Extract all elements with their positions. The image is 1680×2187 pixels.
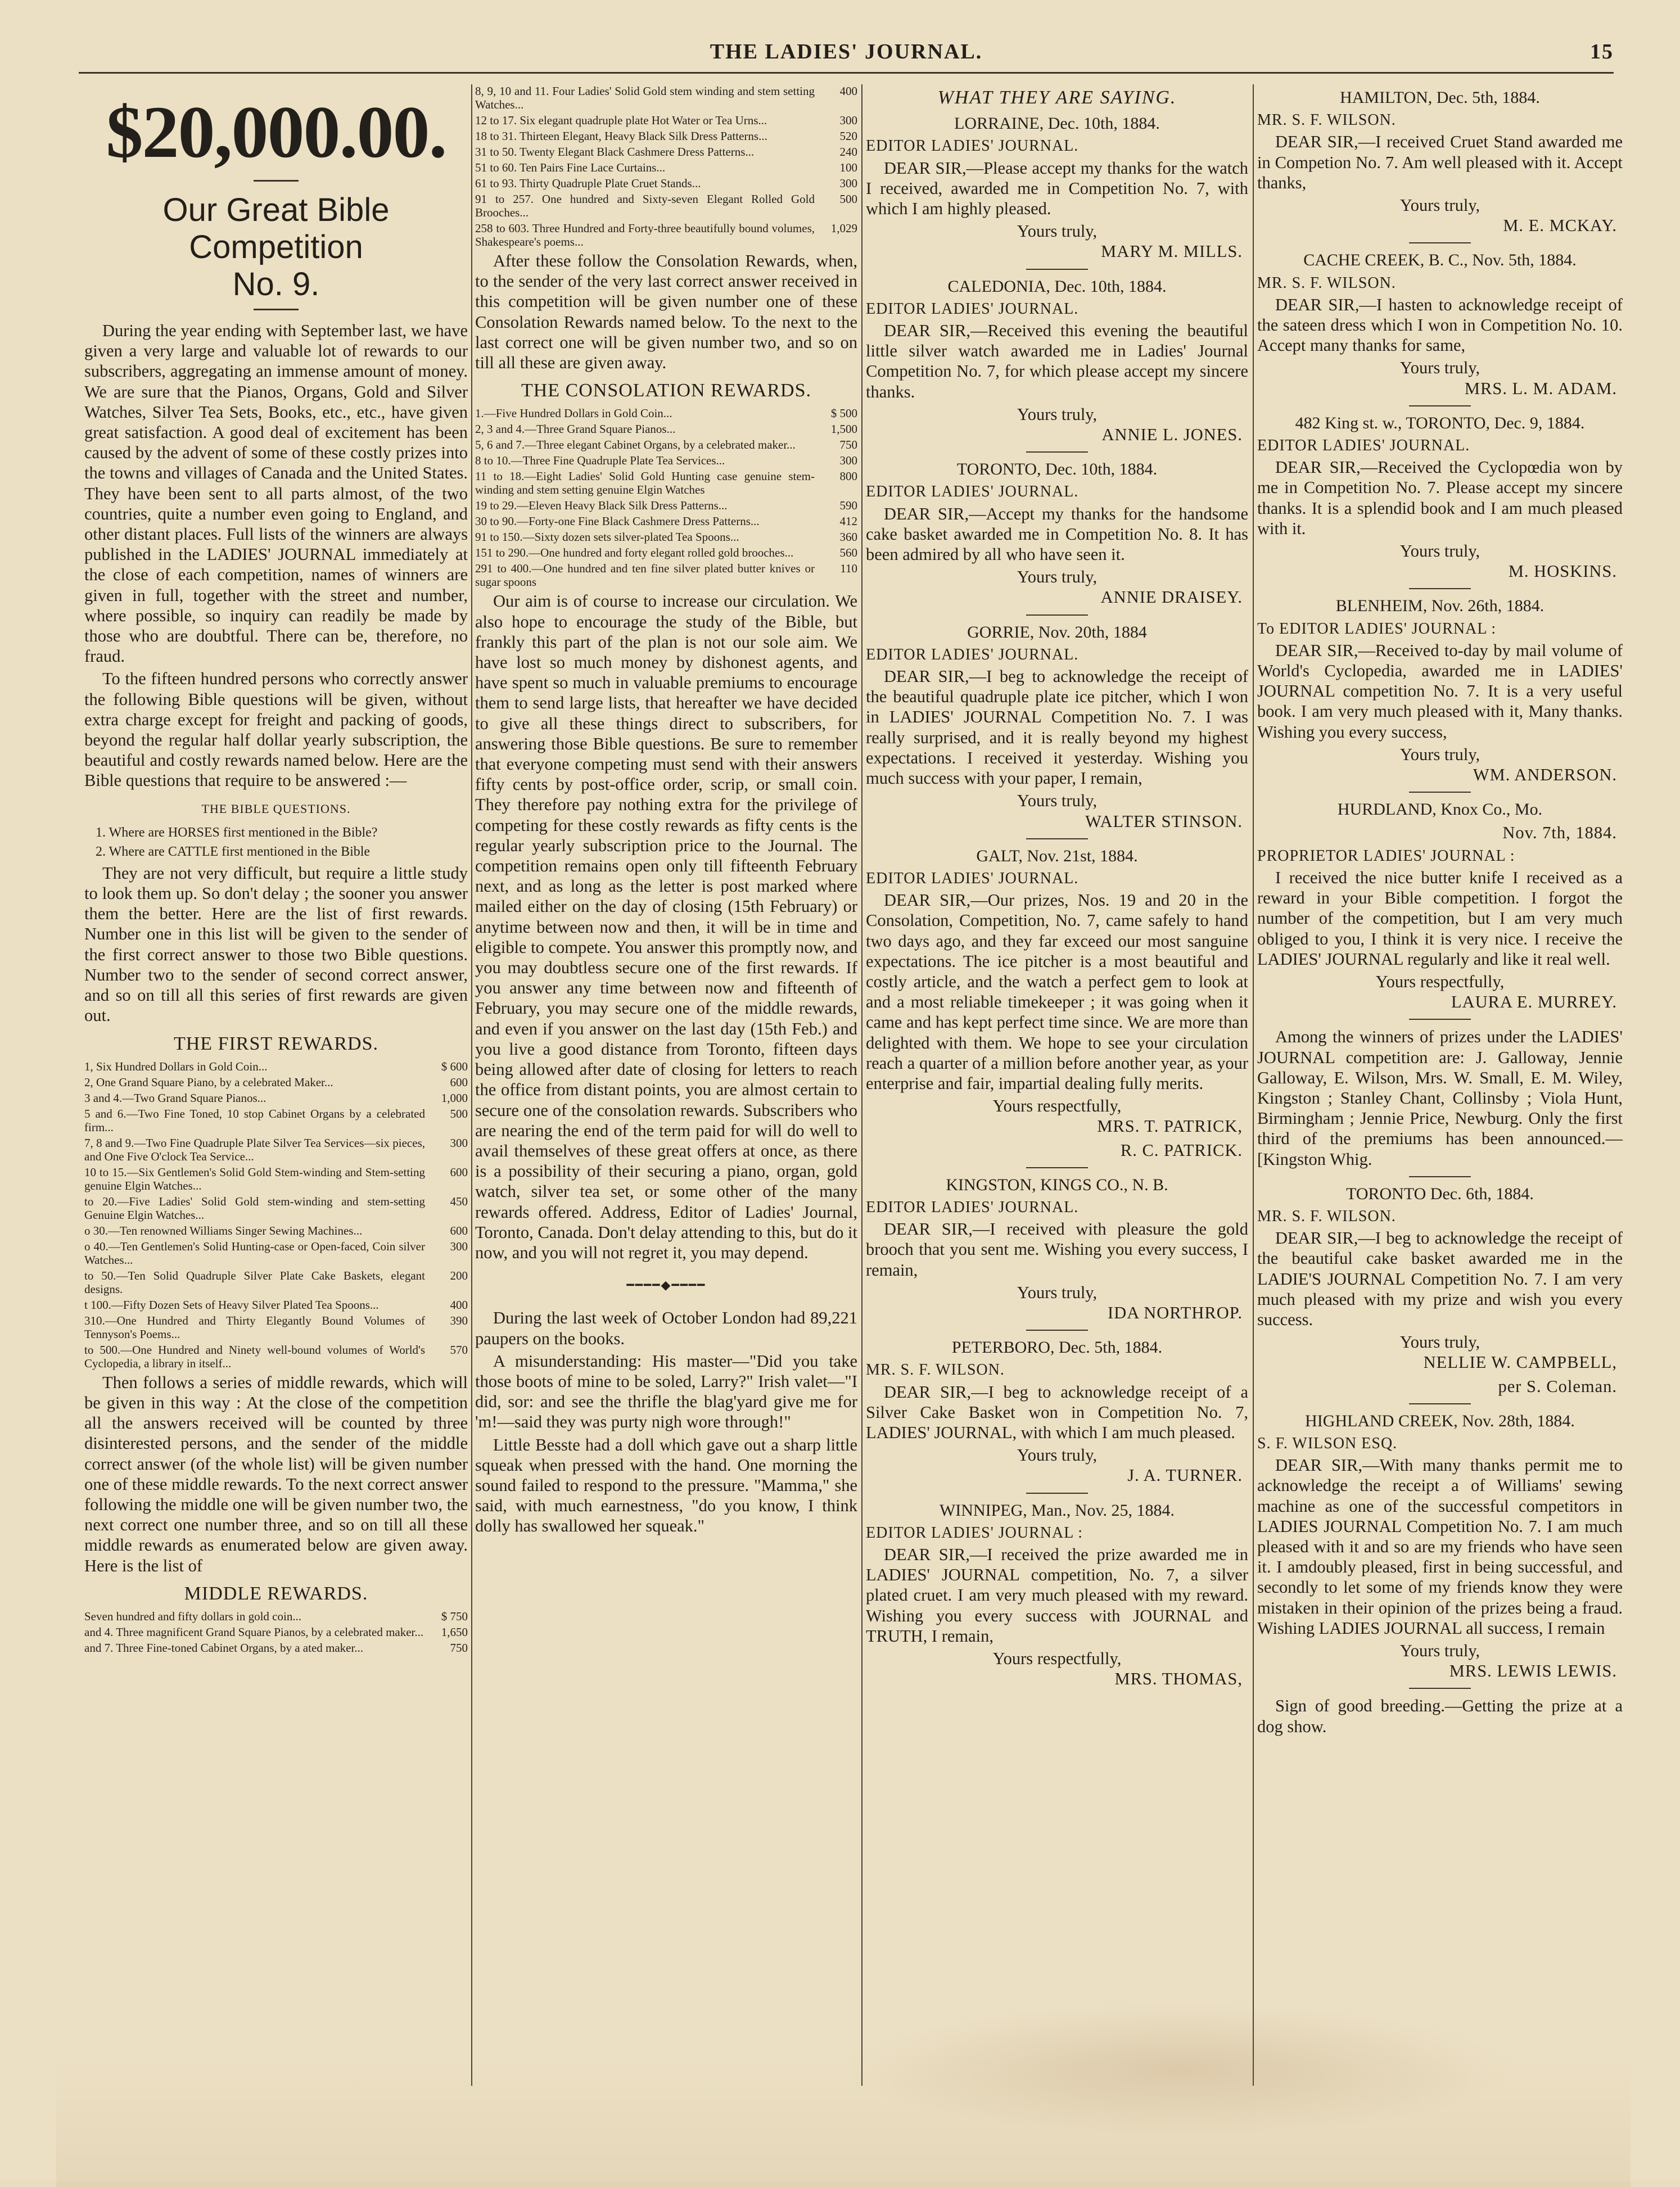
paragraph: Then follows a series of middle rewards, which will be given in this way : At the close of the competition all the answers received will be counted by three disinterested persons, and the sender of the middle correct answer (of the whole list) will be given number one of these middle rewards. To the next correct answer following the middle one will be given number two, the next correct one number three, and so on till all these middle rewards as enumerated below are given away. Here is the list of: [84, 1372, 468, 1575]
letter-dateline: TORONTO, Dec. 10th, 1884.: [956, 460, 1158, 479]
reward-value: $ 500: [830, 406, 857, 421]
reward-text: o 40.—Ten Gentlemen's Solid Hunting-case or Open-faced, Coin silver Watches...: [84, 1239, 425, 1267]
reward-item: [475, 438, 857, 451]
letter-body: DEAR SIR,—With many thanks permit me to acknowledge the receipt a of Williams' sewing machine as one of the successful competitors in LADIES JOURNAL Competition No. 7. I am much pleased with it and so are my friends who have seen it. I amdoubly pleased, first in being successful, and secondly to let some of my friends know they were mistaken in their opinion of the prizes being a fraud. Wishing LADIES JOURNAL all success, I remain: [1257, 1456, 1623, 1638]
page-header: [79, 35, 1614, 69]
reward-item: [475, 145, 857, 159]
reward-item: [84, 1136, 468, 1163]
reward-item: [475, 114, 857, 127]
letter: [1257, 250, 1623, 398]
letter-dateline: HAMILTON, Dec. 5th, 1884.: [1340, 88, 1540, 107]
reward-text: and 4. Three magnificent Grand Square Pianos, by a celebrated maker...: [84, 1625, 424, 1639]
reward-value: 600: [450, 1223, 468, 1237]
reward-item: [475, 406, 857, 420]
prize-amount-headline: $20,000.00.: [106, 91, 446, 173]
reward-item: [84, 1107, 468, 1134]
letter-body: DEAR SIR,—Received this evening the beautiful little silver watch awarded me in Ladies' Journal Competition No. 7, for which please accept my sincere thanks.: [866, 321, 1248, 401]
divider: [1409, 242, 1471, 243]
divider: [254, 309, 299, 310]
reward-value: 400: [450, 1298, 468, 1312]
letter-closing: Yours truly,: [1399, 196, 1480, 215]
letter-salutation: S. F. WILSON ESQ.: [1257, 1434, 1398, 1452]
column-divider: [1253, 84, 1254, 2086]
reward-item: [475, 562, 857, 589]
reward-text: 258 to 603. Three Hundred and Forty-three beautifully bound volumes, Shakespeare's poems...: [475, 222, 815, 248]
column-2: [475, 84, 857, 2153]
letter: [866, 622, 1248, 832]
footer-joke: Sign of good breeding.—Getting the prize at a dog show.: [1257, 1696, 1623, 1736]
reward-item: [84, 1314, 468, 1341]
reward-text: to 500.—One Hundred and Ninety well-bound volumes of World's Cyclopedia, a library in itself...: [84, 1343, 425, 1370]
reward-value: 300: [839, 454, 857, 468]
letter-body: DEAR SIR,—Received to-day by mail volume of World's Cyclopedia, awarded me in LADIES' JOURNAL competition No. 7. It is a very useful book. I am very much pleased with it, Many thanks. Wishing you every success,: [1257, 640, 1623, 742]
reward-text: to 50.—Ten Solid Quadruple Silver Plate Cake Baskets, elegant designs.: [84, 1268, 425, 1296]
reward-value: 600: [450, 1165, 468, 1179]
reward-item: [475, 422, 857, 436]
reward-item: [475, 192, 857, 219]
divider: [254, 180, 299, 182]
page-number: 15: [1590, 40, 1614, 64]
reward-value: 750: [450, 1641, 468, 1655]
winners-paragraph: Among the winners of prizes under the LADIES' JOURNAL competition are: J. Galloway, Jennie Galloway, E. Wilson, Mrs. W. Small, E. M. Wiley, Kingston ; Stanley Chant, Collinsby ; Viola Hunt, Birmingham ; Jennie Price, Newburg. Only the first third of the premiums has been announced.—[Kingston Whig.: [1257, 1027, 1623, 1169]
letter-dateline: LORRAINE, Dec. 10th, 1884.: [954, 114, 1160, 133]
reward-item: [475, 514, 857, 528]
letter-closing: Yours respectfully,: [1375, 972, 1505, 991]
reward-text: Seven hundred and fifty dollars in gold coin...: [84, 1609, 302, 1623]
first-rewards-list: [84, 1060, 468, 1370]
column-divider: [471, 84, 472, 2086]
reward-text: 1.—Five Hundred Dollars in Gold Coin...: [475, 406, 672, 421]
reward-text: t 100.—Fifty Dozen Sets of Heavy Silver Plated Tea Spoons...: [84, 1298, 379, 1312]
reward-value: 412: [839, 514, 857, 528]
questions-heading: THE BIBLE QUESTIONS.: [201, 801, 351, 816]
divider: [1409, 1176, 1471, 1177]
reward-item: [475, 469, 857, 496]
letter-body: DEAR SIR,—I beg to acknowledge the receipt of the beautiful quadruple plate ice pitcher, which I won in LADIES' JOURNAL Competition No. 7. I was really surprised, and it is really beyond my highest expectations. I received it yesterday. Wishing you much success with your paper, I remain,: [866, 667, 1248, 788]
column-4: [1257, 84, 1623, 2153]
letter: [1257, 799, 1623, 1012]
reward-text: 8 to 10.—Three Fine Quadruple Plate Tea Services...: [475, 454, 725, 468]
reward-value: 200: [450, 1268, 468, 1282]
reward-value: 520: [839, 129, 857, 143]
letter-salutation: PROPRIETOR LADIES' JOURNAL :: [1257, 847, 1515, 865]
reward-item: [84, 1641, 468, 1655]
letter-salutation: EDITOR LADIES' JOURNAL.: [866, 483, 1079, 501]
divider: [1409, 1403, 1471, 1404]
letter: [866, 1337, 1248, 1485]
reward-value: 450: [450, 1194, 468, 1208]
paragraph: A misunderstanding: His master—"Did you take those boots of mine to be soled, Larry?" Irish valet—"I did, sor: and see the thrifle the blag'yard give me for 'm!—said they was purty nigh wore through!": [475, 1351, 857, 1432]
paragraph: After these follow the Consolation Rewards, when, to the sender of the very last correct answer received in this competition will be given number one of these Consolation Rewards named below. To the next to the last correct one will be given number two, and so on till all these are given away.: [475, 251, 857, 373]
reward-value: 590: [839, 499, 857, 513]
letter-body: DEAR SIR,—Accept my thanks for the handsome cake basket awarded me in Competition No. 8. It has been admired by all who have seen it.: [866, 504, 1248, 564]
letter-dateline: TORONTO Dec. 6th, 1884.: [1346, 1184, 1534, 1203]
letter-salutation: EDITOR LADIES' JOURNAL.: [866, 645, 1079, 663]
reward-value: 600: [450, 1075, 468, 1089]
reward-value: 300: [450, 1239, 468, 1253]
letter-closing: Yours truly,: [1017, 567, 1098, 587]
letter-dateline: HURDLAND, Knox Co., Mo.: [1337, 800, 1543, 819]
testimonial-letters: [866, 114, 1248, 1689]
reward-text: 11 to 18.—Eight Ladies' Solid Gold Hunting case genuine stem-winding and stem setting genuine Elgin Watches: [475, 469, 815, 497]
letter-closing: Yours truly,: [1399, 1641, 1480, 1661]
letter-signature: IDA NORTHROP.: [1108, 1303, 1243, 1322]
letter-signature: MARY M. MILLS.: [1101, 242, 1243, 261]
letter-salutation: EDITOR LADIES' JOURNAL.: [866, 137, 1079, 155]
reward-value: 500: [839, 192, 857, 206]
reward-item: [475, 499, 857, 512]
letter-closing: Yours truly,: [1399, 1332, 1480, 1352]
letter-body: DEAR SIR,—I received Cruet Stand awarded me in Competion No. 7. Am well pleased with it. Accept thanks,: [1257, 132, 1623, 192]
reward-item: [84, 1224, 468, 1237]
divider: [1409, 792, 1471, 793]
reward-text: and 7. Three Fine-toned Cabinet Organs, by a ated maker...: [84, 1641, 364, 1655]
divider: [1409, 1688, 1471, 1689]
consolation-heading: THE CONSOLATION REWARDS.: [521, 380, 812, 401]
letter-dateline: GALT, Nov. 21st, 1884.: [976, 846, 1138, 865]
reward-value: 750: [839, 438, 857, 452]
letter-dateline: CACHE CREEK, B. C., Nov. 5th, 1884.: [1303, 251, 1577, 270]
journal-title: THE LADIES' JOURNAL.: [710, 40, 983, 64]
reward-value: 300: [839, 114, 857, 127]
column-3: [866, 84, 1248, 2153]
reward-value: 100: [839, 161, 857, 174]
divider: [1026, 1167, 1088, 1168]
letter-salutation: MR. S. F. WILSON.: [1257, 111, 1396, 129]
bible-question: 1. Where are HORSES first mentioned in the Bible?: [96, 825, 378, 840]
ornament-divider: ━━━━◆━━━━: [626, 1278, 706, 1293]
divider: [1409, 588, 1471, 589]
reward-value: 800: [839, 469, 857, 484]
reward-text: 19 to 29.—Eleven Heavy Black Silk Dress Patterns...: [475, 499, 728, 513]
reward-value: 1,650: [441, 1625, 468, 1639]
column-1: [84, 84, 468, 2153]
reward-text: 10 to 15.—Six Gentlemen's Solid Gold Stem-winding and Stem-setting genuine Elgin Watches...: [84, 1165, 425, 1192]
paragraph: They are not very difficult, but require a little study to look them up. So don't delay ; the sooner you answer them the better. Here are the list of first rewards. Number one in this list will be given to the sender of the first correct answer to those two Bible questions. Number two to the sender of second correct answer, and so on till all this series of first rewards are given out.: [84, 863, 468, 1025]
middle-rewards-continued: [475, 84, 857, 248]
letter-signature: MRS. THOMAS,: [1114, 1669, 1243, 1689]
reward-text: 31 to 50. Twenty Elegant Black Cashmere Dress Patterns...: [475, 145, 755, 159]
letter-closing: Yours truly,: [1017, 1445, 1098, 1465]
letter: [866, 846, 1248, 1160]
bible-question: 2. Where are CATTLE first mentioned in the Bible: [96, 844, 371, 859]
divider: [1026, 1330, 1088, 1331]
letter-closing: Yours truly,: [1399, 358, 1480, 378]
letter-signature: R. C. PATRICK.: [1120, 1140, 1243, 1160]
reward-item: [475, 177, 857, 190]
letter-closing: Yours truly,: [1017, 222, 1098, 241]
reward-item: [84, 1610, 468, 1623]
divider: [1026, 269, 1088, 270]
reward-text: 291 to 400.—One hundred and ten fine silver plated butter knives or sugar spoons: [475, 562, 815, 589]
letter: [1257, 88, 1623, 236]
reward-text: 61 to 93. Thirty Quadruple Plate Cruet Stands...: [475, 177, 701, 190]
reward-value: 240: [839, 145, 857, 159]
reward-text: 151 to 290.—One hundred and forty elegant rolled gold brooches...: [475, 546, 794, 560]
letter-dateline: HIGHLAND CREEK, Nov. 28th, 1884.: [1305, 1411, 1575, 1430]
letter-salutation: EDITOR LADIES' JOURNAL :: [866, 1524, 1083, 1542]
reward-value: 500: [450, 1106, 468, 1120]
reward-text: 5, 6 and 7.—Three elegant Cabinet Organs, by a celebrated maker...: [475, 438, 796, 452]
letter-body: DEAR SIR,—Please accept my thanks for the watch I received, awarded me in Competition No. 7, with which I am highly pleased.: [866, 158, 1248, 219]
letter-salutation: MR. S. F. WILSON.: [1257, 1207, 1396, 1225]
letter-signature: ANNIE DRAISEY.: [1100, 588, 1243, 607]
letter-signature: M. HOSKINS.: [1508, 562, 1617, 581]
letter-body: DEAR SIR,—I hasten to acknowledge receipt of the sateen dress which I won in Competition No. 10. Accept many thanks for same,: [1257, 295, 1623, 355]
letter-signature: J. A. TURNER.: [1127, 1466, 1243, 1485]
reward-item: [475, 454, 857, 467]
paragraph: Little Besste had a doll which gave out a sharp little squeak when pressed with the hand. One morning the sound failed to respond to the pressure. "Mamma," she said, with much earnestness, "do you know, I think dolly has swallowed her squeak.": [475, 1435, 857, 1536]
reward-item: [475, 161, 857, 174]
reward-item: [475, 222, 857, 248]
letter: [866, 459, 1248, 607]
reward-value: 110: [840, 562, 857, 576]
letter: [866, 114, 1248, 261]
letter-signature: M. E. MCKAY.: [1503, 216, 1617, 236]
reward-text: 91 to 257. One hundred and Sixty-seven Elegant Rolled Gold Brooches...: [475, 192, 815, 219]
divider: [1409, 1019, 1471, 1020]
paragraph: During the last week of October London had 89,221 paupers on the books.: [475, 1308, 857, 1348]
letter-signature: MRS. T. PATRICK,: [1097, 1117, 1243, 1136]
letter-dateline: 482 King st. w., TORONTO, Dec. 9, 1884.: [1295, 413, 1585, 432]
letter: [1257, 1184, 1623, 1397]
middle-rewards-list: [84, 1610, 468, 1655]
reward-item: [84, 1165, 468, 1192]
reward-value: 560: [839, 546, 857, 560]
reward-item: [84, 1343, 468, 1370]
competition-number: No. 9.: [232, 266, 320, 302]
reward-item: [84, 1269, 468, 1296]
reward-text: 1, Six Hundred Dollars in Gold Coin...: [84, 1059, 268, 1073]
letter-body: DEAR SIR,—I beg to acknowledge the receipt of the beautiful cake basket awarded me in the LADIE'S JOURNAL Competition No. 7. I am very much pleased with my prize and wish you every success.: [1257, 1228, 1623, 1329]
paragraph: During the year ending with September last, we have given a very large and valuable lot of rewards to our subscribers, aggregating an immense amount of money. We are sure that the Pianos, Organs, Gold and Silver Watches, Silver Tea Sets, Books, etc., etc., have given great satisfaction. A good deal of excitement has been caused by the advent of some of these costly prizes into the towns and villages of Canada and the United States. They have been sent to all parts almost, of the two countries, quite a number even going to England, and other distant places. Full lists of the winners are always published in the LADIES' JOURNAL immediately at the close of each competition, names of winners are given in full, together with the street and number, where possible, so inquiry can readily be made by those who are doubtful. There can be, therefore, no fraud.: [84, 321, 468, 666]
reward-value: $ 750: [441, 1609, 468, 1623]
reward-value: 300: [839, 177, 857, 190]
letter-body: DEAR SIR,—I beg to acknowledge receipt of a Silver Cake Basket won in Competition No. 7, LADIES' JOURNAL, with which I am much pleased.: [866, 1382, 1248, 1442]
testimonial-letters: [1257, 1184, 1623, 1682]
letter-signature: NELLIE W. CAMPBELL,: [1423, 1353, 1617, 1372]
letter-signature: ANNIE L. JONES.: [1101, 425, 1243, 445]
letter-salutation: EDITOR LADIES' JOURNAL.: [866, 869, 1079, 887]
letter-body: DEAR SIR,—I received with pleasure the gold brooch that you sent me. Wishing you every success, I remain,: [866, 1219, 1248, 1280]
letter-body: I received the nice butter knife I received as a reward in your Bible competition. I forgot the number of the competition, but I am very much obliged to you, I think it is very nice. I receive the LADIES' JOURNAL regularly and like it real well.: [1257, 867, 1623, 969]
letter-closing: Yours truly,: [1017, 1282, 1098, 1302]
letter: [1257, 413, 1623, 582]
reward-item: [84, 1076, 468, 1089]
reward-item: [475, 84, 857, 111]
letter-closing: Yours truly,: [1399, 744, 1480, 764]
reward-value: 1,000: [441, 1091, 468, 1105]
reward-text: to 20.—Five Ladies' Solid Gold stem-winding and stem-setting Genuine Elgin Watches...: [84, 1194, 425, 1222]
reward-text: 2, 3 and 4.—Three Grand Square Pianos...: [475, 422, 676, 436]
testimonials-heading: WHAT THEY ARE SAYING.: [937, 87, 1177, 108]
reward-item: [84, 1060, 468, 1073]
letter-dateline: BLENHEIM, Nov. 26th, 1884.: [1335, 597, 1544, 616]
letter-signature: LAURA E. MURREY.: [1451, 992, 1617, 1012]
reward-text: 8, 9, 10 and 11. Four Ladies' Solid Gold stem winding and stem setting Watches...: [475, 84, 815, 111]
letter-signature: MRS. L. M. ADAM.: [1464, 378, 1617, 398]
letter-closing: Yours truly,: [1017, 791, 1098, 811]
letter-closing: Yours truly,: [1017, 404, 1098, 424]
reward-value: 1,500: [830, 422, 857, 436]
reward-item: [84, 1298, 468, 1312]
letter-body: DEAR SIR,—Received the Cyclopœdia won by me in Competition No. 7. Please accept my sincere thanks. It is a splendid book and I am much pleased with it.: [1257, 458, 1623, 538]
letter-closing: Yours respectfully,: [992, 1649, 1122, 1669]
reward-item: [475, 129, 857, 143]
letter-closing: Yours truly,: [1399, 541, 1480, 561]
divider: [1409, 405, 1471, 406]
letter: [1257, 596, 1623, 785]
divider: [1026, 1493, 1088, 1494]
paragraph: To the fifteen hundred persons who correctly answer the following Bible questions will be given, without extra charge except for freight and packing of goods, beyond the regular half dollar yearly subscription, the beautiful and costly rewards named below. Here are the Bible questions that require to be answered :—: [84, 669, 468, 790]
letter-salutation: MR. S. F. WILSON.: [866, 1361, 1005, 1379]
letter-dateline: CALEDONIA, Dec. 10th, 1884.: [947, 277, 1167, 296]
divider: [1026, 451, 1088, 453]
letter-signature: per S. Coleman.: [1498, 1376, 1617, 1396]
reward-text: o 30.—Ten renowned Williams Singer Sewing Machines...: [84, 1223, 363, 1237]
letter-signature: WM. ANDERSON.: [1473, 765, 1617, 785]
reward-text: 5 and 6.—Two Fine Toned, 10 stop Cabinet Organs by a celebrated firm...: [84, 1106, 425, 1134]
letter-dateline: PETERBORO, Dec. 5th, 1884.: [951, 1338, 1163, 1357]
letter: [1257, 1411, 1623, 1682]
letter-signature: MRS. LEWIS LEWIS.: [1449, 1661, 1617, 1681]
reward-text: 18 to 31. Thirteen Elegant, Heavy Black Silk Dress Patterns...: [475, 129, 767, 143]
letter-dateline: WINNIPEG, Man., Nov. 25, 1884.: [939, 1501, 1175, 1520]
first-rewards-heading: THE FIRST REWARDS.: [173, 1033, 379, 1054]
reward-item: [84, 1195, 468, 1222]
reward-item: [475, 530, 857, 544]
reward-text: 12 to 17. Six elegant quadruple plate Hot Water or Tea Urns...: [475, 114, 767, 127]
letter-salutation: EDITOR LADIES' JOURNAL.: [866, 1198, 1079, 1216]
reward-value: 400: [839, 84, 857, 98]
reward-text: 2, One Grand Square Piano, by a celebrated Maker...: [84, 1075, 333, 1089]
reward-value: 360: [839, 530, 857, 544]
reward-value: 1,029: [830, 222, 857, 235]
reward-value: 300: [450, 1136, 468, 1150]
reward-item: [84, 1625, 468, 1639]
paragraph: Our aim is of course to increase our circulation. We also hope to encourage the study of the Bible, but frankly this part of the plan is not our sole aim. We have lost so much money by dishonest agents, and have spent so much in valuable premiums to encourage them to send large lists, that hereafter we have decided to give all these things direct to subscribers, for answering those Bible questions. Be sure to remember that everyone competing must send with their answers fifty cents by post-office order, scrip, or small coin. They therefore pay nothing extra for the privilege of competing for these costly rewards as fifty cents is the regular yearly subscription price to the Journal. The competition remains open only till fifteenth February next, and as long as the letter is post marked where mailed either on the day of closing (15th February) or anytime between now and then, it will be in time and eligible to compete. You answer this promptly now, and you may doubtless secure one of the first rewards. If you answer any time between now and fifteenth of February, you may secure one of the middle rewards, and even if you answer on the last day (15th Feb.) and you live a good distance from Toronto, fifteen days being allowed after date of closing for letters to reach the office from distant points, you are almost certain to secure one of the consolation rewards. Subscribers who are nearing the end of the term paid for will do well to avail themselves of these great offers at once, as there is a possibility of their securing a piano, organ, gold watch, silver tea set, or some other of the many rewards offered. Address, Editor of Ladies' Journal, Toronto, Canada. Don't delay attending to this, but do it now, and you will not regret it, you may depend.: [475, 591, 857, 1262]
middle-rewards-heading: MIDDLE REWARDS.: [184, 1583, 368, 1604]
letter-salutation: MR. S. F. WILSON.: [1257, 274, 1396, 292]
reward-text: 7, 8 and 9.—Two Fine Quadruple Plate Silver Tea Services—six pieces, and One Five O'clock Tea Service...: [84, 1136, 425, 1163]
testimonial-letters: [1257, 88, 1623, 1012]
header-rule: [79, 72, 1614, 74]
letter-closing: Yours respectfully,: [992, 1096, 1122, 1116]
divider: [1026, 838, 1088, 839]
reward-value: $ 600: [441, 1059, 468, 1073]
divider: [1026, 614, 1088, 616]
letter-dateline: KINGSTON, KINGS CO., N. B.: [946, 1175, 1168, 1194]
reward-text: 310.—One Hundred and Thirty Elegantly Bound Volumes of Tennyson's Poems...: [84, 1313, 425, 1341]
letter: [866, 277, 1248, 445]
competition-title: Our Great Bible Competition: [162, 192, 390, 265]
letter-dateline: GORRIE, Nov. 20th, 1884: [967, 622, 1147, 641]
reward-item: [84, 1091, 468, 1105]
reward-text: 3 and 4.—Two Grand Square Pianos...: [84, 1091, 267, 1105]
reward-value: 390: [450, 1313, 468, 1327]
reward-text: 51 to 60. Ten Pairs Fine Lace Curtains...: [475, 161, 666, 174]
letter-body: DEAR SIR,—I received the prize awarded me in LADIES' JOURNAL competition, No. 7, a silver plated cruet. I am very much pleased with my reward. Wishing you every success with JOURNAL and TRUTH, I remain,: [866, 1545, 1248, 1646]
letter-dateline: Nov. 7th, 1884.: [1502, 823, 1617, 842]
reward-text: 30 to 90.—Forty-one Fine Black Cashmere Dress Patterns...: [475, 514, 760, 528]
letter-signature: WALTER STINSON.: [1085, 811, 1243, 831]
letter-body: DEAR SIR,—Our prizes, Nos. 19 and 20 in the Consolation, Competition, No. 7, came safely to hand two days ago, and they far exceed our most sanguine expectations. The ice pitcher is a most beautiful and costly article, and the watch a perfect gem to look at and a most reliable timekeeper ; it was going when it came and has kept perfect time since. We are more than delighted with them. We hope to see your circulation reach a quarter of a million before another year, as your enterprise and fair, impartial dealing fully merits.: [866, 891, 1248, 1093]
reward-item: [475, 546, 857, 559]
letter-salutation: To EDITOR LADIES' JOURNAL :: [1257, 620, 1497, 638]
letter: [866, 1175, 1248, 1323]
column-divider: [861, 84, 862, 2086]
reward-text: 91 to 150.—Sixty dozen sets silver-plated Tea Spoons...: [475, 530, 739, 544]
letter-salutation: EDITOR LADIES' JOURNAL.: [866, 300, 1079, 318]
reward-value: 570: [450, 1343, 468, 1357]
reward-item: [84, 1240, 468, 1267]
letter: [866, 1501, 1248, 1689]
letter-salutation: EDITOR LADIES' JOURNAL.: [1257, 437, 1470, 455]
consolation-rewards-list: [475, 406, 857, 589]
